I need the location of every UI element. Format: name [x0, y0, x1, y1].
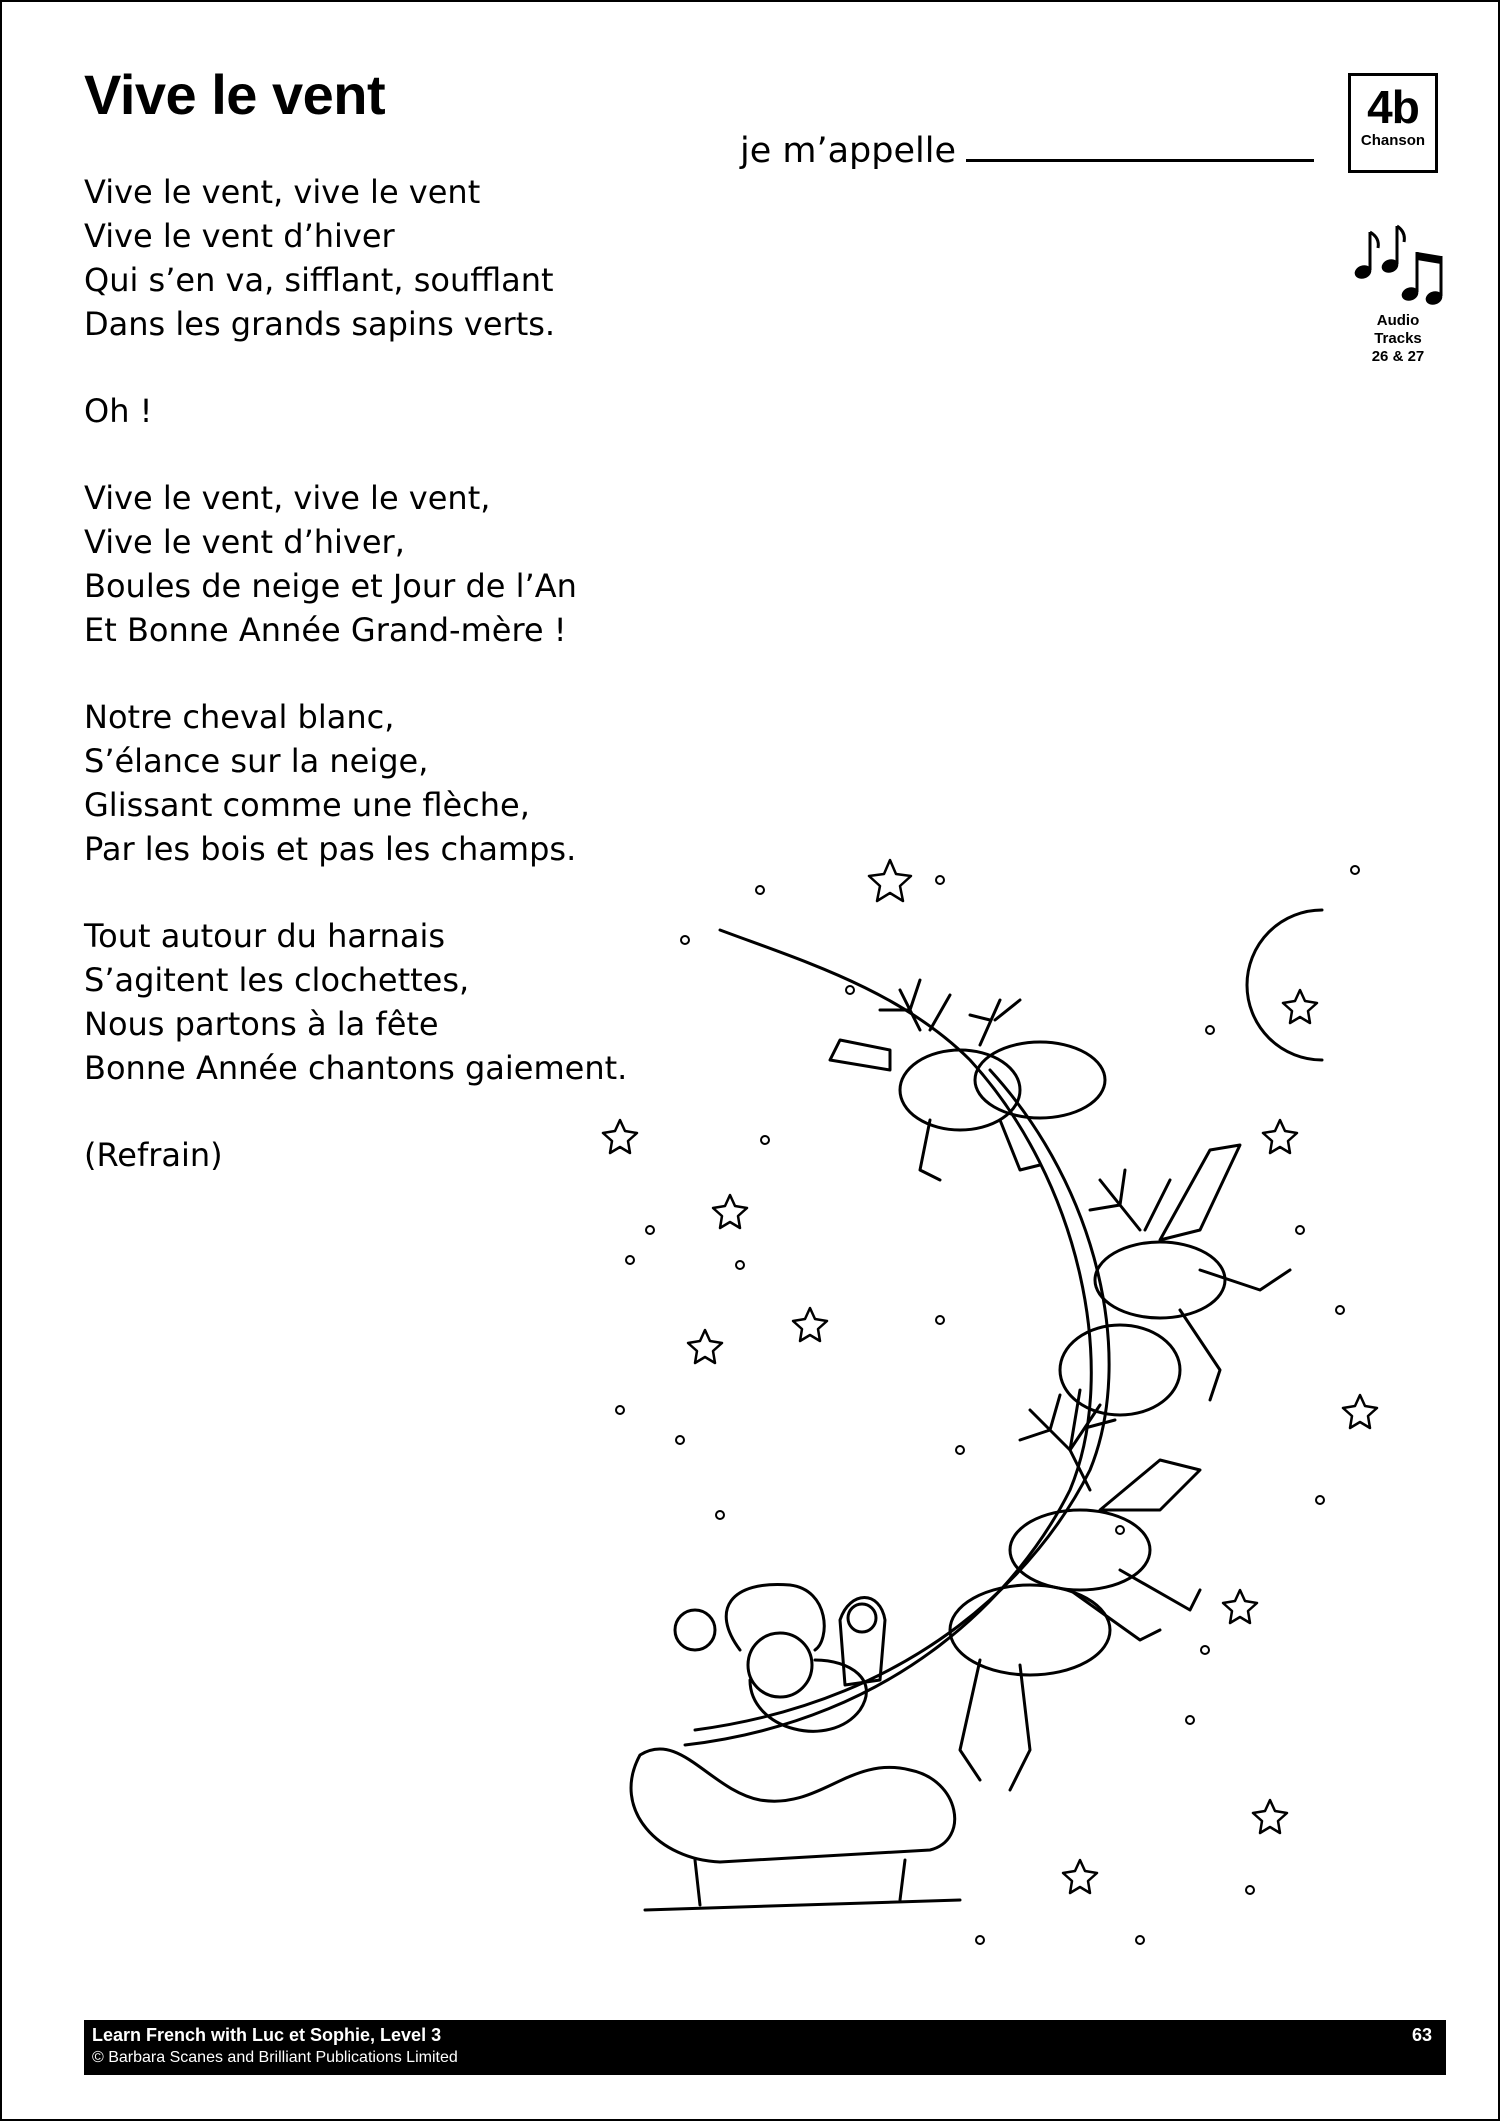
lyric-line: Vive le vent, vive le vent, [84, 479, 491, 517]
star-icon [869, 860, 911, 901]
lyric-line: Vive le vent d’hiver [84, 217, 395, 255]
star-icon [1283, 990, 1317, 1023]
page-number: 63 [1411, 2025, 1432, 2045]
santa-hat [726, 1584, 824, 1650]
lyric-line: Qui s’en va, sifflant, soufflant [84, 261, 554, 299]
star-icon [1263, 1120, 1297, 1153]
stanza [84, 170, 684, 346]
lyric-line: Bonne Année chantons gaiement. [84, 1049, 628, 1087]
lyric-line: Tout autour du harnais [84, 917, 446, 955]
book-title: Learn French with Luc et Sophie, Level 3 [92, 2025, 442, 2045]
star-icon [688, 1330, 722, 1363]
star-icon [1223, 1590, 1257, 1623]
sleigh-reins [685, 930, 1091, 1745]
music-notes-icon [1348, 222, 1448, 312]
santa-sleigh-reindeer-illustration [600, 850, 1460, 1970]
audio-line: Tracks [1374, 330, 1422, 347]
reindeer-group-upper [830, 980, 1105, 1180]
crescent-moon-icon [1247, 910, 1322, 1060]
name-blank-line[interactable] [966, 125, 1314, 162]
reindeer-group-middle [1060, 1145, 1290, 1490]
lyric-line: Vive le vent d’hiver, [84, 523, 405, 561]
star-icon [713, 1195, 747, 1228]
lyric-line: Par les bois et pas les champs. [84, 830, 577, 868]
lyric-line: Boules de neige et Jour de l’An [84, 567, 577, 605]
santa-head [748, 1633, 812, 1697]
name-label: je m’appelle [740, 131, 956, 171]
copyright-text: © Barbara Scanes and Brilliant Publications Limited [92, 2049, 458, 2066]
page-footer [84, 2020, 1446, 2075]
audio-tracks-label [1338, 312, 1458, 366]
santa-arm [840, 1598, 885, 1686]
lyric-line: Glissant comme une flèche, [84, 786, 530, 824]
page-title: Vive le vent [84, 63, 386, 126]
lyric-line: Vive le vent, vive le vent [84, 173, 481, 211]
lyric-line: Notre cheval blanc, [84, 698, 395, 736]
star-icon [1343, 1395, 1377, 1428]
star-icon [793, 1308, 827, 1341]
stanza [84, 476, 684, 652]
stars [600, 860, 1377, 1893]
song-lyrics [84, 170, 684, 1220]
stanza [84, 914, 684, 1090]
lyric-line: Dans les grands sapins verts. [84, 305, 556, 343]
badge-code: 4b [1367, 81, 1419, 133]
name-field [740, 125, 1314, 173]
star-icon [1253, 1800, 1287, 1833]
activity-badge [1348, 73, 1438, 173]
audio-line: Audio [1376, 312, 1420, 329]
badge-kind: Chanson [1360, 132, 1426, 149]
lyric-line: (Refrain) [84, 1136, 223, 1174]
stanza [84, 1133, 684, 1177]
lyric-line: S’élance sur la neige, [84, 742, 429, 780]
sleigh-runner [645, 1860, 960, 1910]
star-icon [603, 1120, 637, 1153]
lyric-line: Et Bonne Année Grand-mère ! [84, 611, 567, 649]
lyric-line: S’agitent les clochettes, [84, 961, 470, 999]
stanza [84, 695, 684, 871]
lyric-line: Oh ! [84, 392, 153, 430]
audio-line: 26 & 27 [1371, 348, 1425, 365]
sleigh-body [631, 1749, 955, 1862]
stanza [84, 389, 684, 433]
star-icon [1063, 1860, 1097, 1893]
lyric-line: Nous partons à la fête [84, 1005, 439, 1043]
reindeer-group-lower [950, 1395, 1200, 1790]
